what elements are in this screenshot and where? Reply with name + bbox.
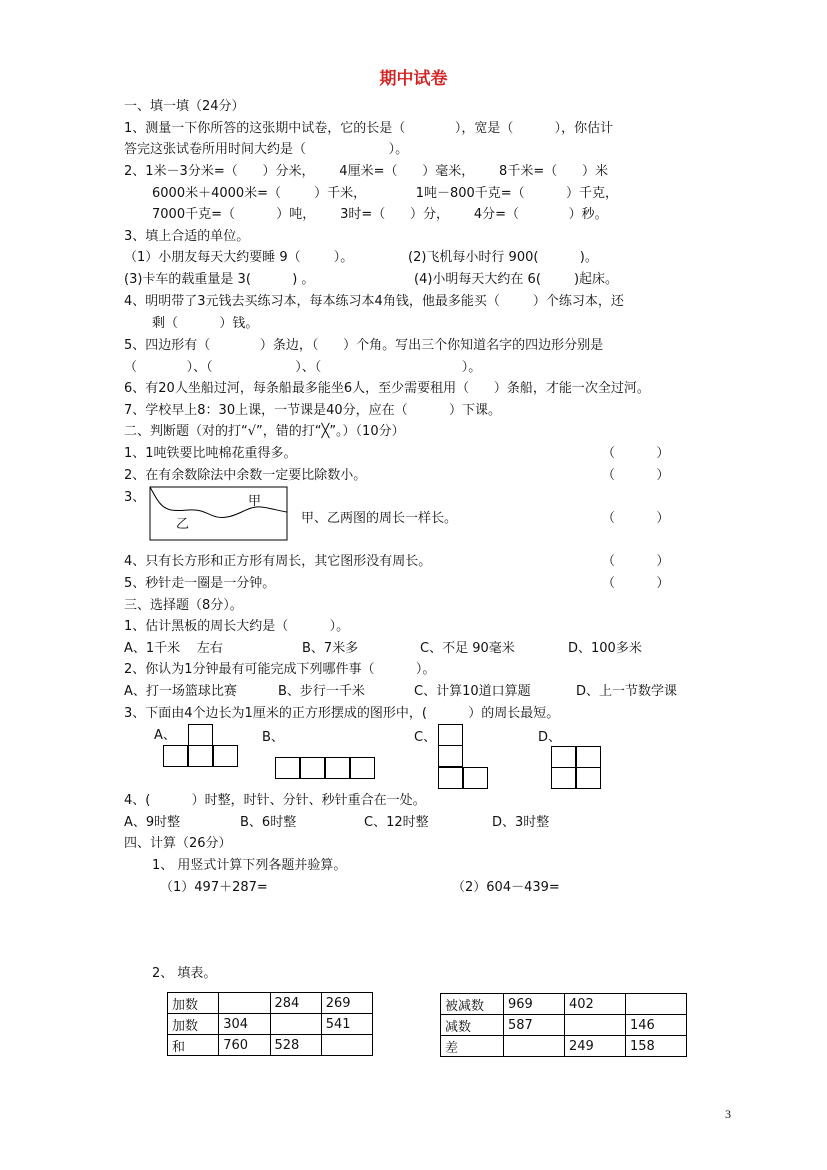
s3-q1-option-c: C、不足 90毫米 [420, 641, 515, 656]
shape-b-square [275, 757, 300, 779]
s1-q1-line1: 1、测量一下你所答的这张期中试卷，它的长是（ ），宽是（ ），你估计 [124, 121, 614, 136]
table-cell: 158 [626, 1036, 687, 1057]
table-cell: 加数 [168, 993, 219, 1014]
jia-yi-figure [149, 486, 289, 542]
table-row [441, 1015, 687, 1036]
s2-q1-bracket: （ ） [602, 446, 670, 461]
s3-q4-option-b: B、6时整 [240, 815, 297, 830]
table-cell[interactable] [321, 1035, 372, 1056]
subtraction-table [440, 993, 687, 1057]
s1-q3-c: (3)卡车的载重量是 3( ) 。 [124, 272, 315, 287]
s2-q5: 5、秒针走一圈是一分钟。 [124, 576, 276, 591]
s2-q4: 4、只有长方形和正方形有周长，其它图形没有周长。 [124, 554, 432, 569]
s1-q2-line1: 2、1米－3分米=（ ）分米， 4厘米=（ ）毫米， 8千米=（ ）米 [124, 164, 609, 179]
s1-q6: 6、有20人坐船过河，每条船最多能坐6人，至少需要租用（ ）条船，才能一次全过河。 [124, 381, 650, 396]
s4-q1-b: （2）604－439= [452, 880, 560, 895]
shape-a-square [213, 745, 238, 767]
s1-q3: 3、填上合适的单位。 [124, 229, 250, 244]
table-row [441, 1036, 687, 1057]
s2-q1: 1、1吨铁要比吨棉花重得多。 [124, 446, 297, 461]
s2-q3-bracket: （ ） [602, 511, 670, 526]
s1-q3-d: (4)小明每天大约在 6( )起床。 [414, 272, 619, 287]
shape-c-square [463, 767, 488, 789]
s3-q2-option-c: C、计算10道口算题 [414, 684, 531, 699]
table-row [168, 1035, 373, 1056]
shape-c-square [438, 724, 463, 746]
table-row [168, 1014, 373, 1035]
s3-q2-option-d: D、上一节数学课 [576, 684, 678, 699]
shape-a-square [163, 745, 188, 767]
table-cell[interactable] [219, 993, 270, 1014]
s2-q4-bracket: （ ） [602, 554, 670, 569]
table-cell[interactable] [504, 1036, 565, 1057]
table-cell: 541 [321, 1014, 372, 1035]
s3-q1-option-b: B、7米多 [302, 641, 359, 656]
shape-a-square [188, 745, 213, 767]
shape-b-square [325, 757, 350, 779]
table-cell: 249 [565, 1036, 626, 1057]
s3-q4-option-c: C、12时整 [364, 815, 429, 830]
s3-q1-option-a: A、1千米 左右 [124, 641, 223, 656]
s4-q1: 1、 用竖式计算下列各题并验算。 [152, 858, 347, 873]
section4-heading: 四、计算（26分） [124, 836, 232, 851]
shape-d-square [551, 746, 576, 768]
shape-b-square [300, 757, 325, 779]
s1-q4-line1: 4、明明带了3元钱去买练习本，每本练习本4角钱，他最多能买（ ）个练习本，还 [124, 294, 624, 309]
label-yi: 乙 [176, 517, 190, 532]
table-cell: 被减数 [441, 994, 504, 1015]
table-cell[interactable] [565, 1015, 626, 1036]
table-cell: 304 [219, 1014, 270, 1035]
s3-q4: 4、( ）时整，时针、分针、秒针重合在一处。 [124, 793, 426, 808]
table-cell: 760 [219, 1035, 270, 1056]
s1-q2-line2: 6000米＋4000米=（ ）千米， 1吨－800千克=（ ）千克， [152, 186, 619, 201]
page-title: 期中试卷 [379, 69, 448, 89]
s1-q5-line1: 5、四边形有（ ）条边，（ ）个角。写出三个你知道名字的四边形分别是 [124, 338, 604, 353]
s3-q2-option-b: B、步行一千米 [278, 684, 365, 699]
table-cell: 528 [270, 1035, 321, 1056]
s3-q2-option-a: A、打一场篮球比赛 [124, 684, 237, 699]
s3-q4-option-d: D、3时整 [492, 815, 550, 830]
table-cell: 减数 [441, 1015, 504, 1036]
table-cell: 269 [321, 993, 372, 1014]
shape-c-label: C、 [414, 730, 437, 745]
shape-a-square [188, 724, 213, 746]
s1-q2-line3: 7000千克=（ ）吨， 3时=（ ）分， 4分=（ ）秒。 [152, 207, 608, 222]
s3-q2: 2、你认为1分钟最有可能完成下列哪件事（ ）。 [124, 662, 436, 677]
shape-c-square [438, 745, 463, 767]
table-cell: 587 [504, 1015, 565, 1036]
s1-q3-a: （1）小朋友每天大约要睡 9（ ）。 [124, 250, 354, 265]
table-cell: 402 [565, 994, 626, 1015]
s4-q2: 2、 填表。 [152, 966, 217, 981]
s1-q5-line2: （ ）、（ ）、（ ）。 [124, 360, 482, 375]
shape-d-label: D、 [538, 730, 562, 745]
table-row [168, 993, 373, 1014]
table-cell: 差 [441, 1036, 504, 1057]
shape-c-square [438, 767, 463, 789]
s2-q3-number: 3、 [124, 490, 146, 505]
s1-q7: 7、学校早上8：30上课，一节课是40分，应在（ ）下课。 [124, 403, 501, 418]
shape-b-label: B、 [262, 730, 284, 745]
s2-q5-bracket: （ ） [602, 576, 670, 591]
shape-d-square [551, 767, 576, 789]
table-cell[interactable] [270, 1014, 321, 1035]
s3-q3: 3、下面由4个边长为1厘米的正方形摆成的图形中，( ）的周长最短。 [124, 706, 560, 721]
table-cell: 969 [504, 994, 565, 1015]
s3-q1-option-d: D、100多米 [568, 641, 642, 656]
s1-q3-b: (2)飞机每小时行 900( )。 [408, 250, 598, 265]
s1-q4-line2: 剩（ ）钱。 [152, 316, 259, 331]
shape-d-square [576, 767, 601, 789]
s3-q4-option-a: A、9时整 [124, 815, 181, 830]
section3-heading: 三、选择题（8分）。 [124, 598, 243, 613]
shape-a-label: A、 [154, 728, 176, 743]
table-cell: 加数 [168, 1014, 219, 1035]
shape-d-square [576, 746, 601, 768]
s2-q3-text: 甲、乙两图的周长一样长。 [301, 511, 458, 526]
s1-q1-line2: 答完这张试卷所用时间大约是（ ）。 [124, 142, 409, 157]
page-number: 3 [725, 1107, 731, 1121]
section1-heading: 一、填一填（24分） [124, 99, 245, 114]
label-jia: 甲 [248, 494, 262, 509]
table-cell: 146 [626, 1015, 687, 1036]
addition-table [167, 992, 373, 1056]
table-cell[interactable] [626, 994, 687, 1015]
s4-q1-a: （1）497＋287= [160, 880, 268, 895]
s2-q2: 2、在有余数除法中余数一定要比除数小。 [124, 468, 367, 483]
shape-b-square [350, 757, 375, 779]
section2-heading: 二、判断题（对的打“√”，错的打“╳”。）（10分） [124, 424, 405, 439]
table-cell: 和 [168, 1035, 219, 1056]
s3-q1: 1、估计黑板的周长大约是（ ）。 [124, 619, 350, 634]
table-cell: 284 [270, 993, 321, 1014]
table-row [441, 994, 687, 1015]
s2-q2-bracket: （ ） [602, 468, 670, 483]
